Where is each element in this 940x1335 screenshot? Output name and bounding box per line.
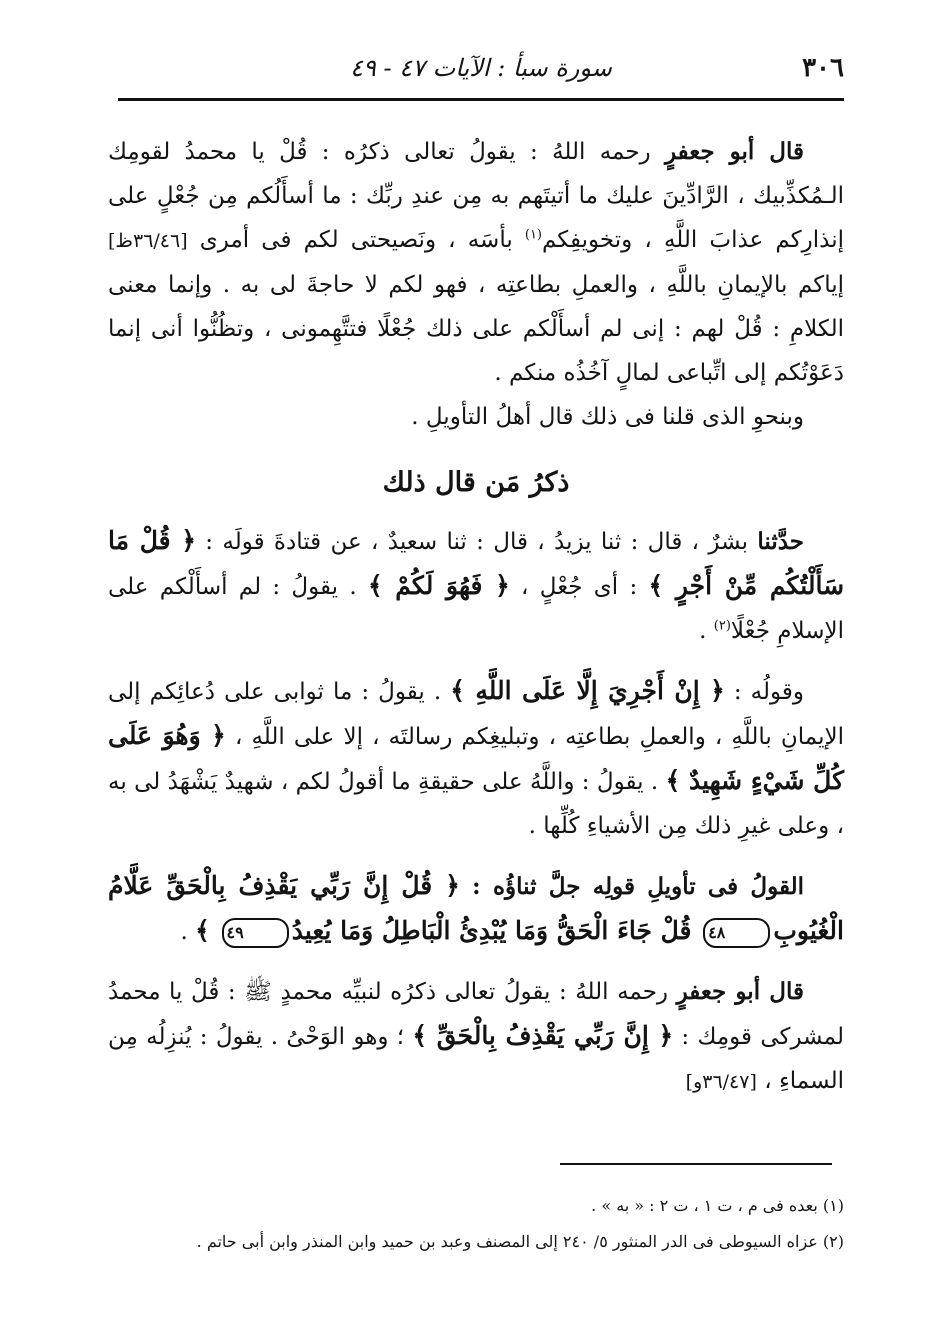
paragraph-6-text-b: ؛ وهو الوَحْىُ . يقولُ : يُنزِلُه مِن السماءِ ، <box>108 1024 844 1094</box>
quran-quote: قُلْ جَاءَ الْحَقُّ وَمَا يُبْدِئُ الْبَاطِلُ وَمَا يُعِيدُ <box>291 916 701 945</box>
paragraph-3-text-b: : أى جُعْلٍ ، <box>509 574 649 600</box>
quran-quote: ﴿ إِنْ أَجْرِيَ إِلَّا عَلَى اللَّهِ ﴾ <box>450 676 725 705</box>
paragraph-1-lead: قال أبو جعفرٍ <box>664 138 804 165</box>
paragraph-3-end: . <box>699 618 714 644</box>
paragraph-2: وبنحوِ الذى قلنا فى ذلك قال أهلُ التأويلِ . <box>411 404 804 430</box>
footnote-divider <box>560 1163 832 1165</box>
paragraph-4 <box>108 669 844 848</box>
quran-quote: ﴿ فَهُوَ لَكُمْ ﴾ <box>367 571 510 600</box>
quran-quote-close: ﴾ <box>195 916 219 945</box>
paragraph-6-text: رحمه اللهُ : يقولُ تعالى ذكرُه لنبيِّه محمدٍ ﷺ : قُلْ يا محمدُ لمشركى قومِك : <box>108 979 844 1050</box>
paragraph-3-text-c: . يقولُ : لم أسأَلْكم على الإسلامِ جُعْلًا <box>108 574 844 644</box>
quran-quote: ﴿ قُلْ مَا سَأَلْتُكُم مِّنْ أَجْرٍ ﴾ <box>108 526 845 600</box>
quran-quote: ﴿ قُلْ إِنَّ رَبِّي يَقْذِفُ بِالْحَقِّ عَلَّامُ الْغُيُوبِ <box>108 871 844 945</box>
paragraph-4-text: وقولُه : <box>724 679 804 705</box>
section-heading: ذكرُ مَن قال ذلك <box>382 467 570 498</box>
paragraph-6 <box>108 970 844 1104</box>
page-header <box>118 46 844 90</box>
footnotes <box>108 1188 844 1260</box>
paragraph-4-text-c: . يقولُ : واللَّهُ على حقيقةِ ما أقولُ لكم ، شهيدٌ يَشْهَدُ لى به ، وعلى غيرِ ذلك مِن الأشياءِ كُلِّها . <box>108 769 844 839</box>
paragraph-6-lead: قال أبو جعفرٍ <box>676 978 805 1005</box>
paragraph-1 <box>108 130 844 395</box>
footnote-ref-1: (١) <box>524 227 542 243</box>
paragraph-1-text: رحمه اللهُ : يقولُ تعالى ذكرُه : قُلْ يا محمدُ لقومِك الـمُكذِّبيك ، الرَّادِّينَ عليك ما أتيتَهم به مِن عندِ ربِّك : ما أسأَلُكم مِن جُعْلٍ على إنذارِكم عذابَ اللَّهِ ، وتخويفِكم <box>108 139 844 253</box>
page-number: ٣٠٦ <box>802 53 844 83</box>
paragraph-5-lead: القولُ فى تأويلِ قولِه جلَّ ثناؤُه : <box>459 873 805 900</box>
main-text <box>108 130 844 1104</box>
paragraph-5 <box>108 864 844 954</box>
ayah-number-marker: ٤٩ <box>222 918 289 948</box>
paragraph-1-text-b: بأسَه ، ونَصيحتى لكم فى أمرى <box>187 227 525 253</box>
header-divider <box>118 98 844 101</box>
quran-quote: ﴿ إِنَّ رَبِّي يَقْذِفُ بِالْحَقِّ ﴾ <box>412 1021 674 1050</box>
footnote-1: (١) بعده فى م ، ت ١ ، ت ٢ : « به » . <box>591 1196 844 1215</box>
footnote-ref-2: (٢) <box>713 618 731 634</box>
footnote-2: (٢) عزاه السيوطى فى الدر المنثور ٥/ ٢٤٠ إلى المصنف وعبد بن حميد وابن المنذر وابن أبى حاتم . <box>196 1232 844 1251</box>
paragraph-5-end: . <box>180 919 196 945</box>
paragraph-3-lead: حدَّثنا <box>757 528 805 555</box>
running-title: سورة سبأ : الآيات ٤٧ - ٤٩ <box>350 54 612 82</box>
paragraph-4-text-b: . يقولُ : ما ثوابى على دُعائِكم إلى الإيمانِ باللَّهِ ، والعملِ بطاعتِه ، وتبليغِكم رسالتَه ، إلا على اللَّهِ ، <box>108 679 844 750</box>
paragraph-1-text-c: إياكم بالإيمانِ باللَّهِ ، والعملِ بطاعتِه ، فهو لكم لا حاجةَ لى به . وإنما معنى الكلامِ : قُلْ لهم : إنى لم أسأَلْكم على ذلك جُعْلًا فتتَّهِمونى ، وتظُنُّوا أنى إنما دَعَوْتُكم إلى اتِّباعى لمالٍ آخُذُه منكم . <box>108 272 844 386</box>
manuscript-folio-mark: [٣٦/٤٧و] <box>685 1071 757 1093</box>
paragraph-3-text: بشرٌ ، قال : ثنا يزيدُ ، قال : ثنا سعيدٌ ، عن قتادةَ قولَه : <box>195 529 758 555</box>
ayah-number-marker: ٤٨ <box>703 918 770 948</box>
manuscript-folio-mark: [٣٦/٤٦ظ] <box>108 230 188 252</box>
quran-quote: ﴿ وَهُوَ عَلَى كُلِّ شَيْءٍ شَهِيدٌ ﴾ <box>108 721 844 795</box>
paragraph-3 <box>108 519 844 653</box>
